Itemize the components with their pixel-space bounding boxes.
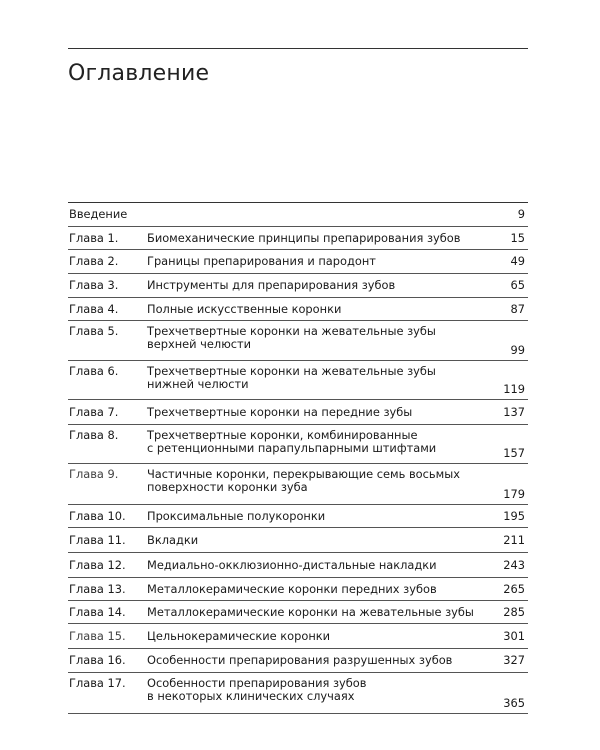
page-title: Оглавление (68, 61, 210, 86)
toc-entry-title-line: Частичные коронки, перекрывающие семь восьмых (147, 467, 460, 481)
toc-entry-page-number: 365 (503, 696, 525, 710)
toc-entry-page-number: 301 (503, 629, 525, 643)
toc-entry-title-line: в некоторых клинических случаях (147, 689, 355, 703)
toc-entry-title (147, 429, 477, 455)
toc-entry-label: Глава 7. (69, 405, 119, 419)
toc-entry-title (147, 677, 477, 703)
toc-entry (68, 528, 528, 553)
toc-entry (68, 227, 528, 250)
toc-entry-title-line: Проксимальные полукоронки (147, 509, 326, 523)
toc-entry (68, 274, 528, 298)
toc-entry-label: Глава 11. (69, 533, 126, 547)
toc-entry-page-number: 65 (510, 278, 525, 292)
toc-entry (68, 464, 528, 505)
toc-entry-title-line: Полные искусственные коронки (147, 302, 342, 316)
toc-entry-title (147, 255, 477, 268)
toc-entry-title-line: Трехчетвертные коронки на жевательные зубы (147, 364, 436, 378)
toc-entry-title-line: Границы препарирования и пародонт (147, 254, 376, 268)
toc-entry (68, 601, 528, 624)
toc-entry-title-line: Инструменты для препарирования зубов (147, 278, 396, 292)
table-of-contents (68, 202, 528, 714)
toc-entry-title-line: Трехчетвертные коронки, комбинированные (147, 428, 418, 442)
toc-entry (68, 649, 528, 673)
toc-entry-title-line: Трехчетвертные коронки на жевательные зубы (147, 324, 436, 338)
toc-entry-title (147, 654, 477, 667)
toc-entry-page-number: 265 (503, 582, 525, 596)
toc-entry (68, 505, 528, 528)
toc-entry-title (147, 303, 477, 316)
toc-entry (68, 578, 528, 601)
toc-entry-title-line: Биомеханические принципы препарирования зубов (147, 231, 461, 245)
toc-entry-title-line: Металлокерамические коронки на жевательные зубы (147, 605, 474, 619)
toc-entry-label: Глава 12. (69, 558, 126, 572)
toc-entry-title-line: верхней челюсти (147, 337, 252, 351)
toc-entry-title (147, 468, 477, 494)
toc-entry-label: Глава 8. (69, 428, 119, 442)
toc-entry-label: Глава 17. (69, 676, 126, 690)
toc-entry-title (147, 510, 477, 523)
toc-entry-page-number: 327 (503, 653, 525, 667)
toc-entry-label: Глава 5. (69, 324, 119, 338)
toc-entry-label: Глава 9. (69, 467, 119, 481)
toc-entry-page-number: 119 (503, 382, 525, 396)
toc-entry-label: Глава 13. (69, 582, 126, 596)
toc-entry (68, 425, 528, 464)
toc-entry-page-number: 137 (503, 405, 525, 419)
toc-entry (68, 361, 528, 400)
toc-entry (68, 400, 528, 425)
toc-entry-title (147, 534, 477, 547)
toc-entry-title-line: Медиально-окклюзионно-дистальные накладки (147, 558, 437, 572)
toc-entry-title (147, 406, 477, 419)
toc-entry-title-line: поверхности коронки зуба (147, 480, 308, 494)
toc-entry-title-line: нижней челюсти (147, 377, 249, 391)
toc-entry-title-line: Цельнокерамические коронки (147, 629, 331, 643)
toc-entry (68, 203, 528, 227)
toc-entry-title (147, 559, 477, 572)
toc-entry-title-line: с ретенционными парапульпарными штифтами (147, 441, 437, 455)
toc-entry-page-number: 243 (503, 558, 525, 572)
toc-entry-page-number: 179 (503, 487, 525, 501)
toc-entry-label: Глава 2. (69, 254, 119, 268)
toc-entry-page-number: 15 (510, 231, 525, 245)
toc-entry-page-number: 87 (510, 302, 525, 316)
toc-entry-label: Введение (69, 207, 128, 221)
toc-entry (68, 553, 528, 578)
toc-entry-title (147, 279, 477, 292)
toc-entry-title (147, 630, 477, 643)
toc-entry-label: Глава 3. (69, 278, 119, 292)
toc-entry-title-line: Трехчетвертные коронки на передние зубы (147, 405, 413, 419)
toc-entry-page-number: 99 (510, 343, 525, 357)
toc-entry-title-line: Особенности препарирования зубов (147, 676, 367, 690)
toc-entry-label: Глава 10. (69, 509, 126, 523)
toc-entry (68, 298, 528, 321)
toc-entry-title (147, 232, 477, 245)
toc-entry-page-number: 49 (510, 254, 525, 268)
toc-entry (68, 624, 528, 649)
toc-entry-page-number: 9 (517, 207, 525, 221)
toc-entry-label: Глава 1. (69, 231, 119, 245)
toc-entry (68, 321, 528, 361)
toc-entry-label: Глава 15. (69, 629, 126, 643)
toc-entry-title (147, 365, 477, 391)
toc-entry (68, 673, 528, 714)
toc-entry-title-line: Вкладки (147, 533, 199, 547)
toc-entry-title (147, 325, 477, 351)
toc-entry (68, 250, 528, 274)
toc-entry-label: Глава 14. (69, 605, 126, 619)
toc-entry-page-number: 211 (503, 533, 525, 547)
toc-entry-title-line: Металлокерамические коронки передних зубов (147, 582, 437, 596)
toc-entry-label: Глава 4. (69, 302, 119, 316)
toc-entry-title (147, 583, 477, 596)
toc-entry-title (147, 606, 477, 619)
top-rule (68, 48, 528, 49)
toc-entry-title-line: Особенности препарирования разрушенных зубов (147, 653, 453, 667)
toc-entry-label: Глава 6. (69, 364, 119, 378)
toc-entry-page-number: 157 (503, 446, 525, 460)
toc-entry-label: Глава 16. (69, 653, 126, 667)
toc-entry-page-number: 195 (503, 509, 525, 523)
toc-entry-page-number: 285 (503, 605, 525, 619)
